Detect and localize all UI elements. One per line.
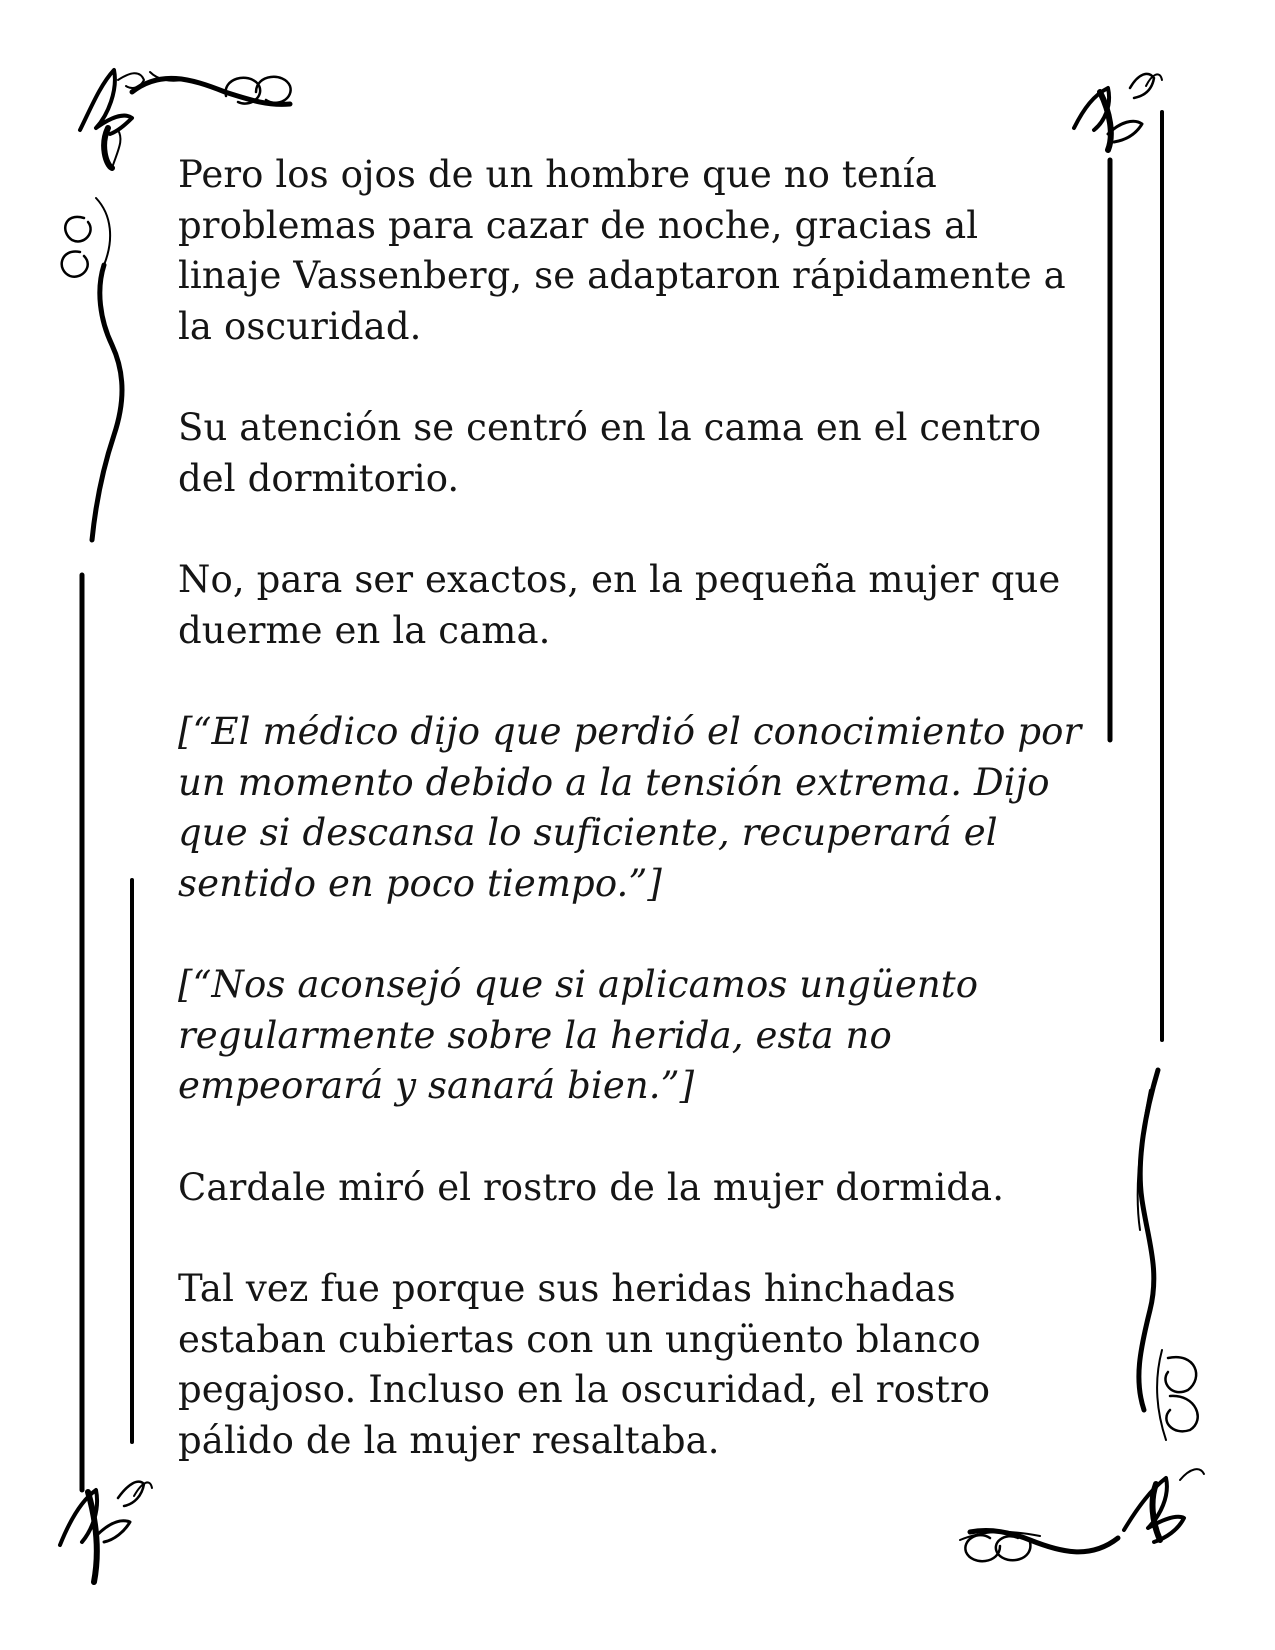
text-line: estaban cubiertas con un ungüento blanco [178,1317,981,1361]
paragraph [178,1264,1098,1466]
bottom-left-flourish-icon [60,1482,152,1582]
text-line: duerme en la cama. [178,608,551,652]
top-right-flourish-icon [1074,74,1162,150]
text-line: problemas para cazar de noche, gracias al [178,203,979,247]
text-line: Cardale miró el rostro de la mujer dormida. [178,1165,1005,1209]
dialogue-paragraph [178,960,1098,1112]
text-line: sentido en poco tiempo.”] [178,861,662,905]
text-line: regularmente sobre la herida, esta no [178,1013,892,1057]
text-line: Su atención se centró en la cama en el centro [178,406,1042,449]
text-line: empeorará y sanará bien.”] [178,1064,695,1107]
paragraph [178,403,1098,504]
paragraph [178,555,1098,656]
text-line: linaje Vassenberg, se adaptaron rápidamente a [178,254,1066,297]
text-line: del dormitorio. [178,456,460,500]
dialogue-paragraph [178,707,1098,909]
text-line: pegajoso. Incluso en la oscuridad, el rostro [178,1368,991,1411]
text-line: Pero los ojos de un hombre que no tenía [178,153,937,196]
text-line: un momento debido a la tensión extrema. Dijo [178,760,1050,804]
text-line: No, para ser exactos, en la pequeña mujer que [178,558,1061,601]
document-body [178,150,1098,1517]
text-line: la oscuridad. [178,304,422,348]
text-line: Tal vez fue porque sus heridas hinchadas [178,1267,956,1310]
text-line: [“Nos aconsejó que si aplicamos ungüento [178,963,979,1006]
text-line: pálido de la mujer resaltaba. [178,1418,720,1462]
text-line: que si descansa lo suficiente, recuperará el [178,811,998,854]
text-line: [“El médico dijo que perdió el conocimiento por [178,710,1082,753]
paragraph [178,1163,1098,1214]
paragraph [178,150,1098,352]
